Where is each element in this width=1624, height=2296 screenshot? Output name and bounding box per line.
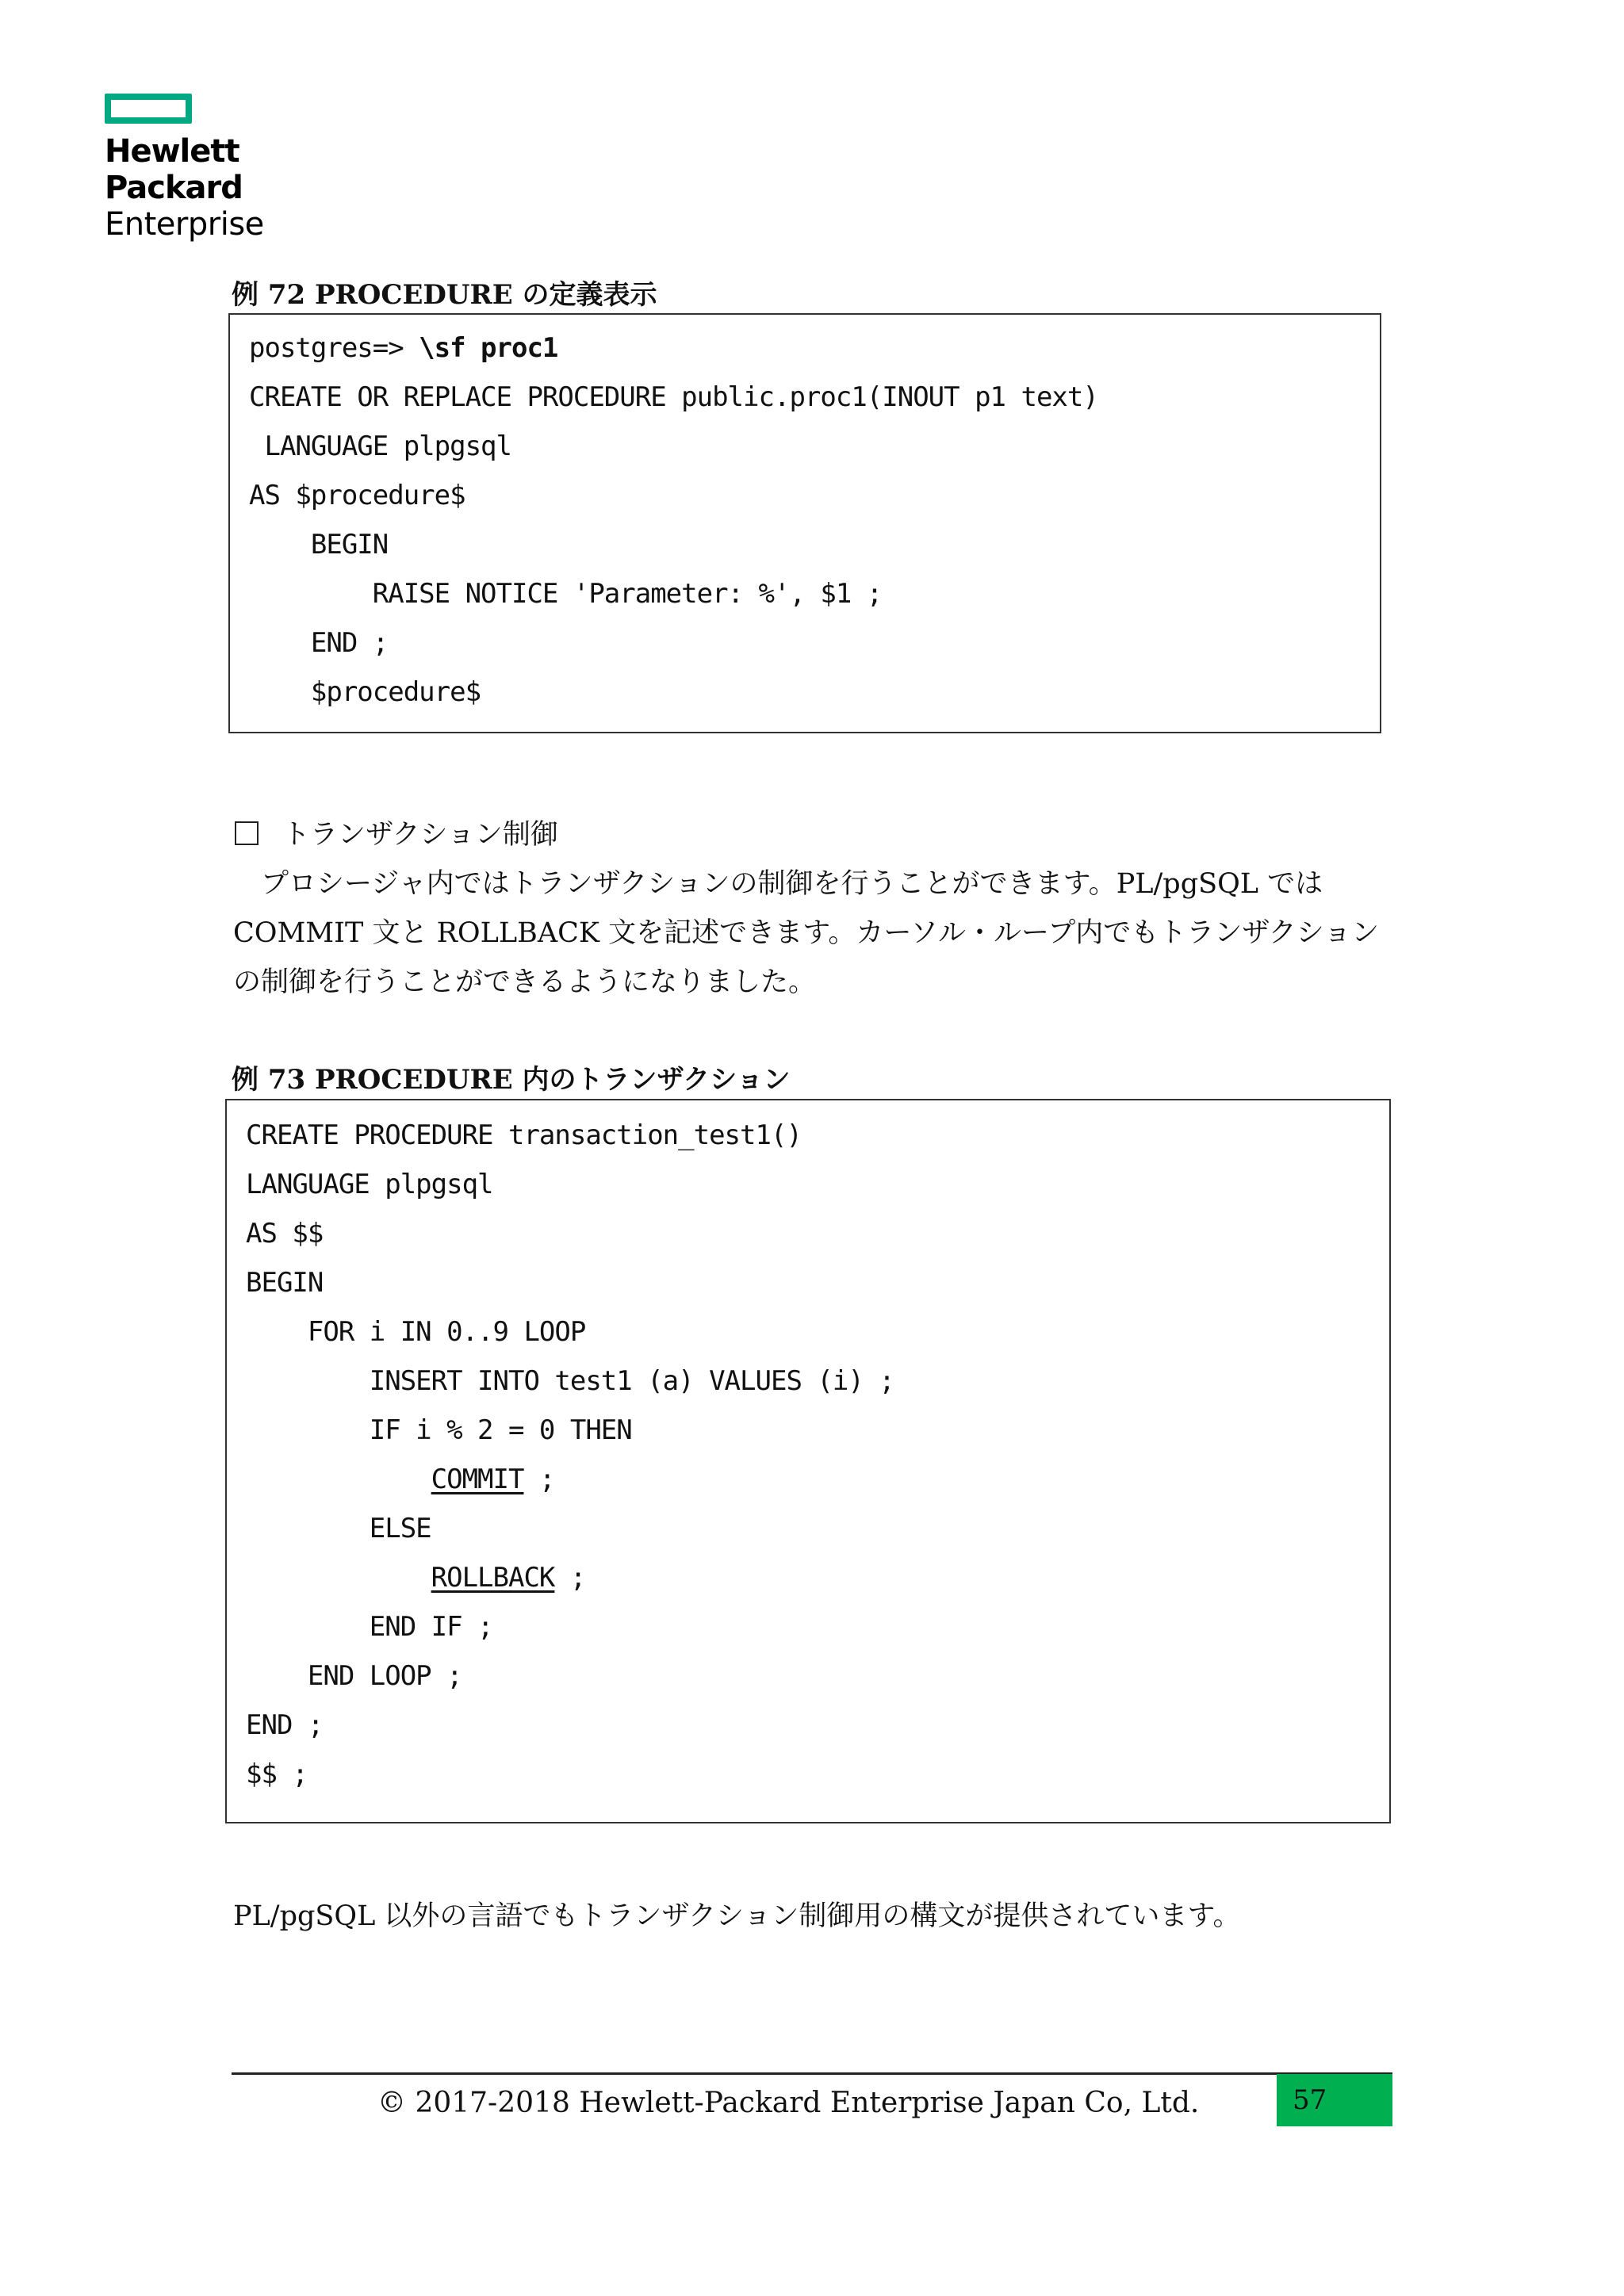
code-command: \sf proc1 — [419, 332, 558, 364]
paragraph-line-1: プロシージャ内ではトランザクションの制御を行うことができます。PL/pgSQL では — [233, 868, 1323, 900]
example-72-codebox — [228, 313, 1381, 733]
checkbox-icon — [235, 821, 259, 845]
code-prompt: postgres=> — [249, 332, 419, 364]
code-line: BEGIN — [246, 1267, 324, 1299]
code-line: $$ ; — [246, 1758, 308, 1790]
code-line: END ; — [249, 627, 389, 659]
paragraph-line-3: の制御を行うことができるようになりました。 — [233, 966, 817, 998]
code-line: AS $procedure$ — [249, 480, 465, 511]
rollback-keyword: ROLLBACK — [431, 1562, 555, 1594]
logo-line1: Hewlett Packard — [105, 133, 243, 206]
code-line: RAISE NOTICE 'Parameter: %', $1 ; — [249, 578, 883, 610]
code-line: END ; — [246, 1709, 324, 1741]
code-line: INSERT INTO test1 (a) VALUES (i) ; — [246, 1365, 894, 1397]
footer-copyright: © 2017-2018 Hewlett-Packard Enterprise Japan Co, Ltd. — [377, 2087, 1200, 2119]
code-line: FOR i IN 0..9 LOOP — [246, 1316, 586, 1348]
paragraph-line-2: COMMIT 文と ROLLBACK 文を記述できます。カーソル・ループ内でもトランザクション — [233, 917, 1380, 949]
code-line: ELSE — [246, 1513, 431, 1544]
code-line: AS $$ — [246, 1218, 324, 1249]
logo-line2: Enterprise — [105, 206, 264, 243]
code-line: END IF ; — [246, 1611, 493, 1643]
example-73-caption: 例 73 PROCEDURE 内のトランザクション — [232, 1064, 791, 1096]
code-line: COMMIT ; — [431, 1464, 555, 1495]
code-line: LANGUAGE plpgsql — [246, 1169, 493, 1200]
commit-keyword: COMMIT — [431, 1464, 524, 1495]
footer-rule — [232, 2072, 1392, 2075]
code-line: BEGIN — [249, 529, 389, 561]
code-line: CREATE OR REPLACE PROCEDURE public.proc1(INOUT p1 text) — [249, 381, 1098, 413]
logo-bar-icon — [105, 94, 192, 124]
code-line: $procedure$ — [249, 676, 481, 708]
code-line: CREATE PROCEDURE transaction_test1() — [246, 1119, 802, 1151]
code-line: ROLLBACK ; — [431, 1562, 586, 1594]
code-line: END LOOP ; — [246, 1660, 462, 1692]
closing-paragraph: PL/pgSQL 以外の言語でもトランザクション制御用の構文が提供されています。 — [233, 1900, 1241, 1932]
page-number-badge — [1277, 2074, 1392, 2126]
example-72-caption: 例 72 PROCEDURE の定義表示 — [232, 279, 657, 311]
code-line: LANGUAGE plpgsql — [249, 430, 511, 462]
code-line — [249, 332, 557, 364]
section-heading-text: トランザクション制御 — [282, 819, 558, 851]
code-line: IF i % 2 = 0 THEN — [246, 1414, 632, 1446]
hpe-logo — [105, 94, 358, 243]
section-heading — [235, 817, 558, 853]
page-number: 57 — [1293, 2084, 1327, 2116]
example-73-codebox — [225, 1099, 1391, 1823]
